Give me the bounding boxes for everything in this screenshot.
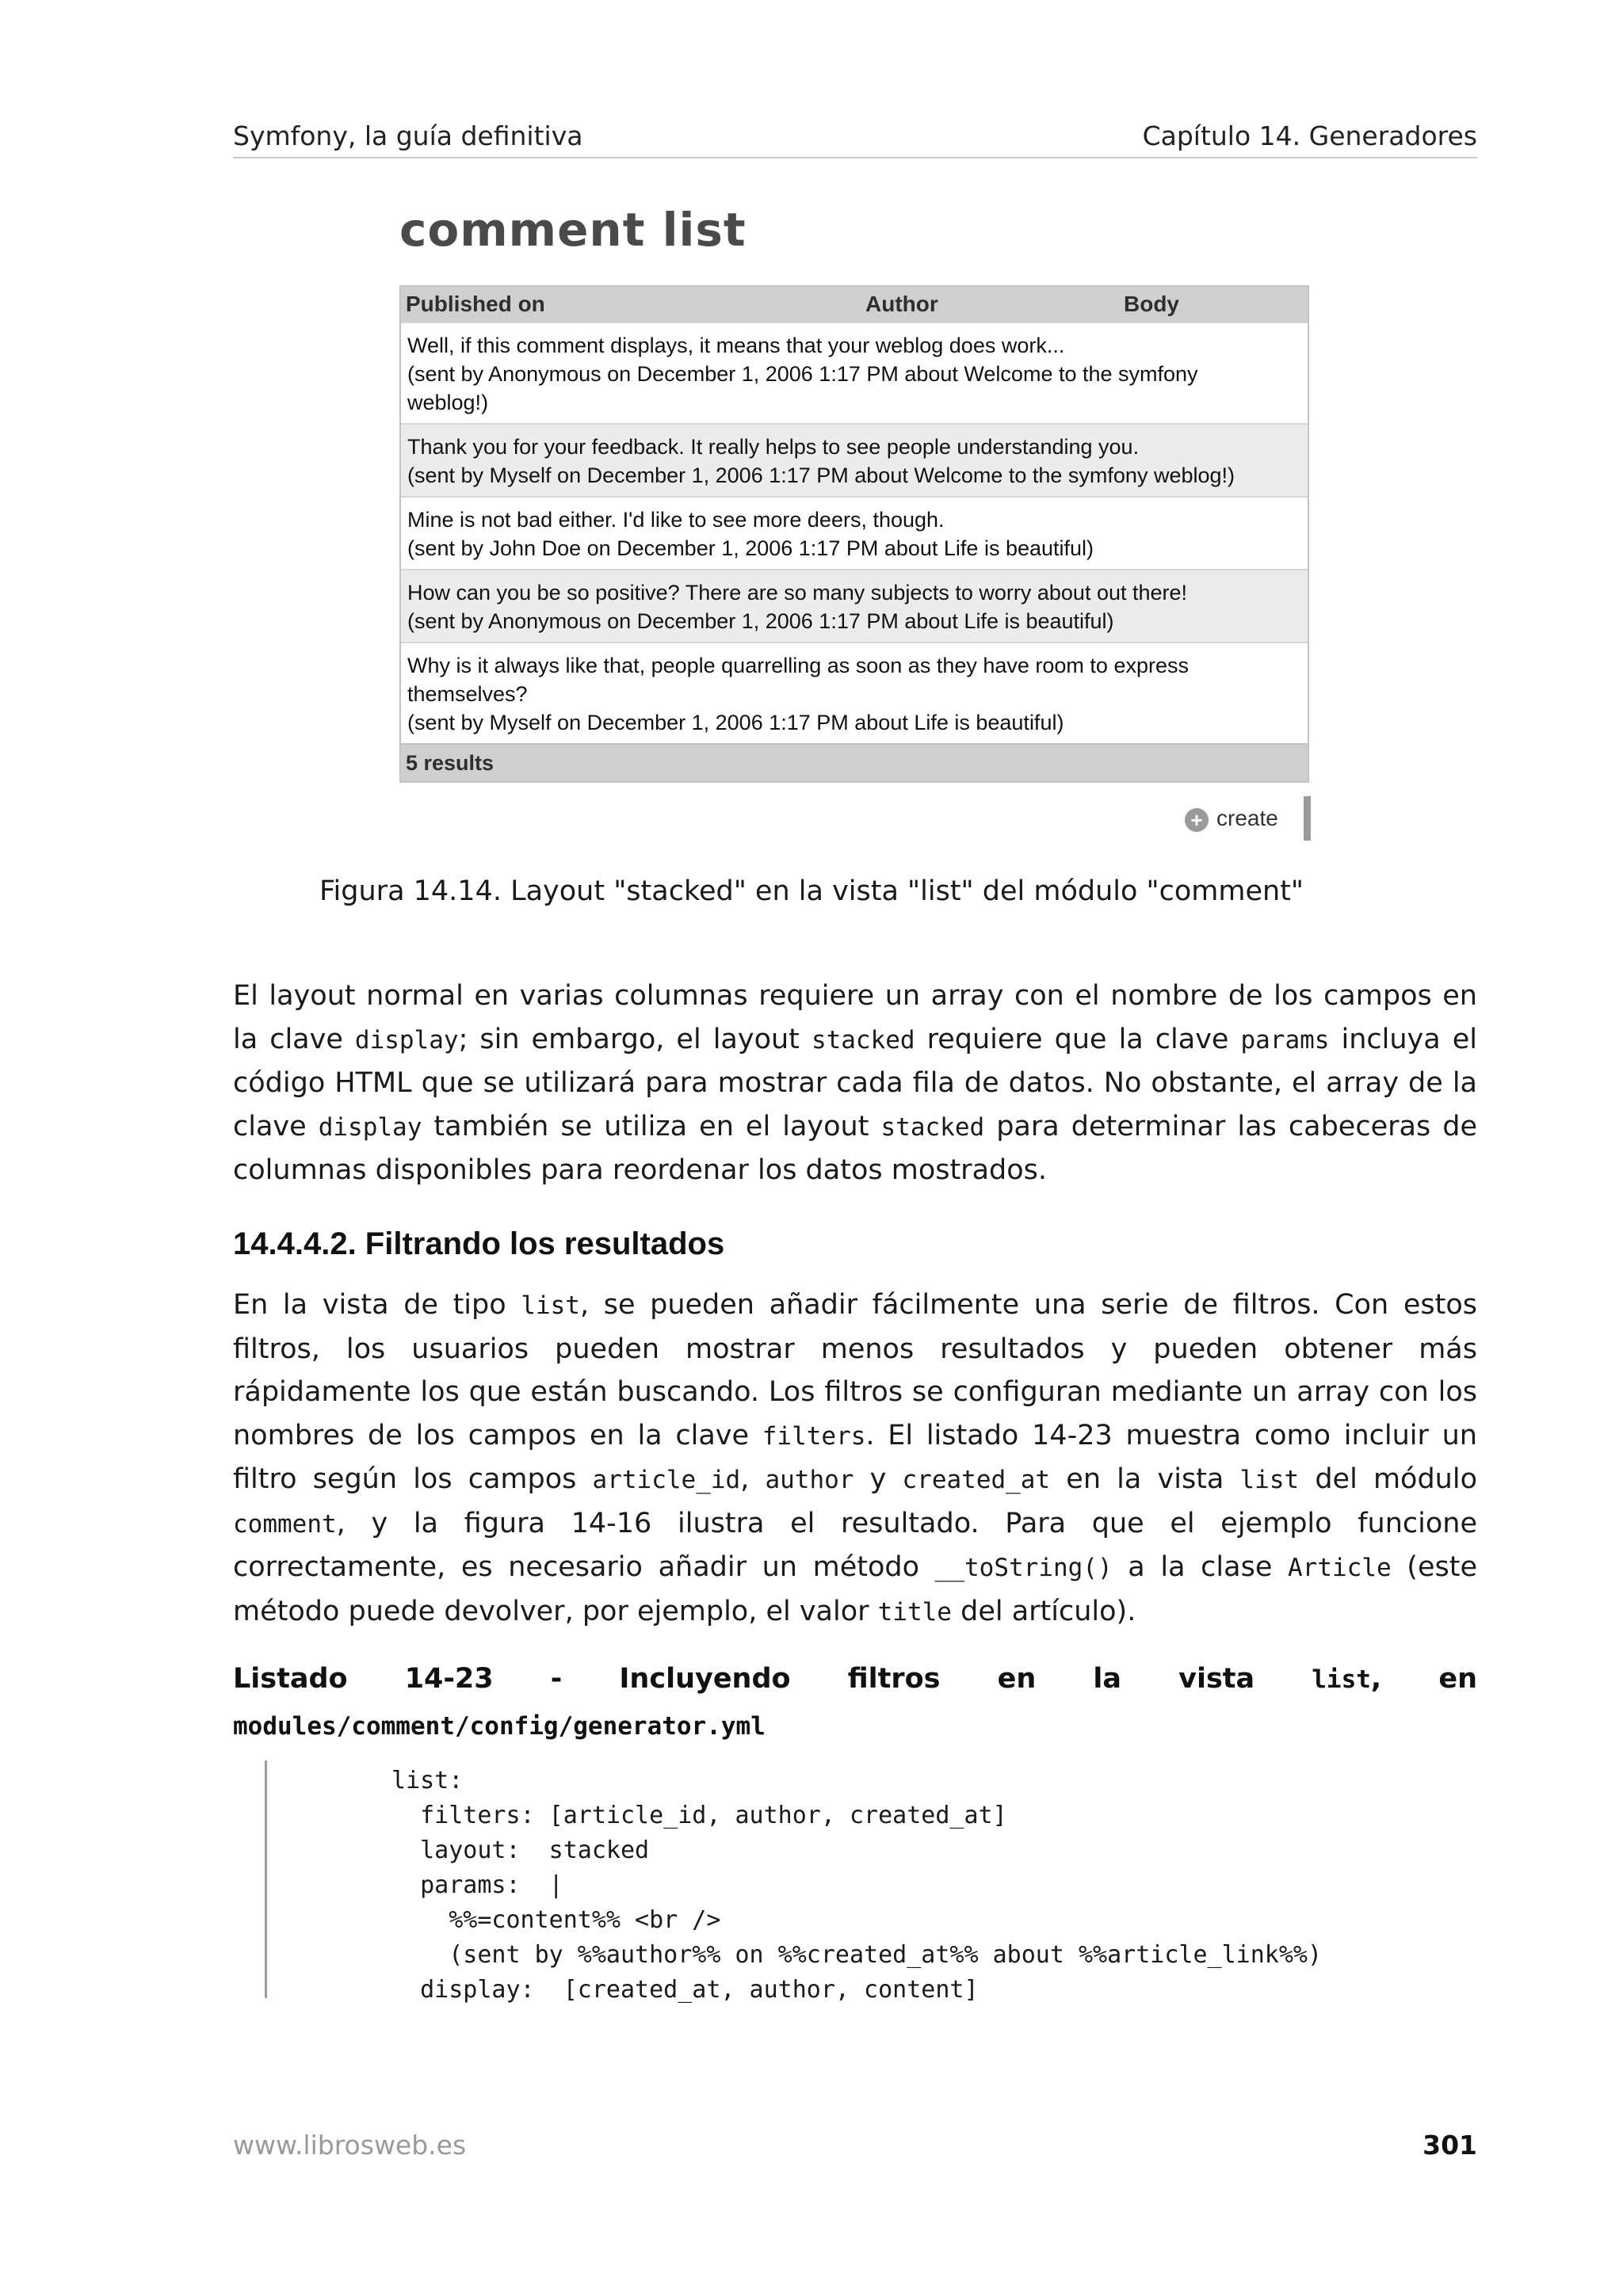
paragraph-layout: El layout normal en varias columnas requiere un array con el nombre de los campos en la clave display; sin embargo, el layout stacked requiere que la clave params incluya el código HTML que se utilizará para mostrar cada fila de datos. No obstante, el array de la clave display también se utiliza en el layout stacked para determinar las cabeceras de columnas disponibles para reordenar los datos mostrados. (233, 980, 1478, 1186)
column-published-on[interactable]: Published on (406, 292, 545, 316)
figure-screenshot (399, 202, 1311, 852)
create-label: create (1216, 806, 1278, 830)
create-button[interactable] (1180, 796, 1311, 841)
table-row (401, 642, 1308, 743)
add-icon: + (1185, 808, 1209, 832)
listing-title: Listado 14-23 - Incluyendo filtros en la vista list, en modules/comment/config/generator.yml (233, 1663, 1477, 1741)
code-line: list: (391, 1767, 464, 1794)
row-meta-cont: weblog!) (407, 391, 489, 414)
code-listing (265, 1760, 1377, 2004)
page-header (233, 119, 1477, 158)
row-meta: (sent by Anonymous on December 1, 2006 1:17 PM about Life is beautiful) (407, 609, 1114, 633)
row-comment: Thank you for your feedback. It really helps to see people understanding you. (407, 435, 1140, 459)
figure-page-title: comment list (399, 203, 747, 257)
row-meta: (sent by Anonymous on December 1, 2006 1:17 PM about Welcome to the symfony (407, 362, 1198, 386)
table-row (401, 322, 1308, 423)
row-meta: (sent by John Doe on December 1, 2006 1:17 PM about Life is beautiful) (407, 536, 1094, 560)
paragraph-filters: En la vista de tipo list, se pueden añadir fácilmente una serie de filtros. Con estos filtros, los usuarios pueden mostrar menos resultados y pueden obtener más rápidamente los que están buscando. Los filtros se configuran mediante un array con los nombres de los campos en la clave filters. El listado 14-23 muestra como incluir un filtro según los campos article_id, author y created_at en la vista list del módulo comment, y la figura 14-16 ilustra el resultado. Para que el ejemplo funcione correctamente, es necesario añadir un método __toString() a la clase Article (este método puede devolver, por ejemplo, el valor title del artículo). (233, 1289, 1478, 1627)
code-line: (sent by %%author%% on %%created_at%% about %%article_link%%) (391, 1941, 1322, 1969)
code-line: display: [created_at, author, content] (391, 1976, 979, 2004)
table-header (401, 287, 1308, 322)
row-comment-cont: themselves? (407, 682, 528, 706)
row-comment: Why is it always like that, people quarrelling as soon as they have room to express (407, 654, 1189, 677)
table-row (401, 423, 1308, 496)
code-line: layout: stacked (391, 1836, 650, 1864)
column-author[interactable]: Author (865, 292, 938, 316)
row-comment: How can you be so positive? There are so many subjects to worry about out there! (407, 581, 1188, 605)
book-title: Symfony, la guía definitiva (233, 120, 583, 151)
code-line: params: | (391, 1871, 563, 1899)
code-line: %%=content%% <br /> (391, 1906, 721, 1934)
page-number: 301 (1423, 2130, 1477, 2161)
chapter-title: Capítulo 14. Generadores (1142, 120, 1477, 151)
figure-caption: Figura 14.14. Layout "stacked" en la vista "list" del módulo "comment" (319, 875, 1304, 907)
row-comment: Mine is not bad either. I'd like to see more deers, though. (407, 508, 945, 532)
table-row (401, 496, 1308, 569)
section-heading: 14.4.4.2. Filtrando los resultados (233, 1226, 725, 1261)
footer-site[interactable]: www.librosweb.es (233, 2130, 467, 2161)
column-body[interactable]: Body (1124, 292, 1179, 316)
comment-list-table (399, 285, 1309, 783)
row-meta: (sent by Myself on December 1, 2006 1:17 PM about Life is beautiful) (407, 711, 1064, 734)
results-count: 5 results (401, 743, 1308, 781)
row-comment: Well, if this comment displays, it means that your weblog does work... (407, 334, 1065, 357)
row-meta: (sent by Myself on December 1, 2006 1:17 PM about Welcome to the symfony weblog!) (407, 463, 1235, 487)
code-line: filters: [article_id, author, created_at] (391, 1802, 1007, 1829)
table-row (401, 569, 1308, 642)
